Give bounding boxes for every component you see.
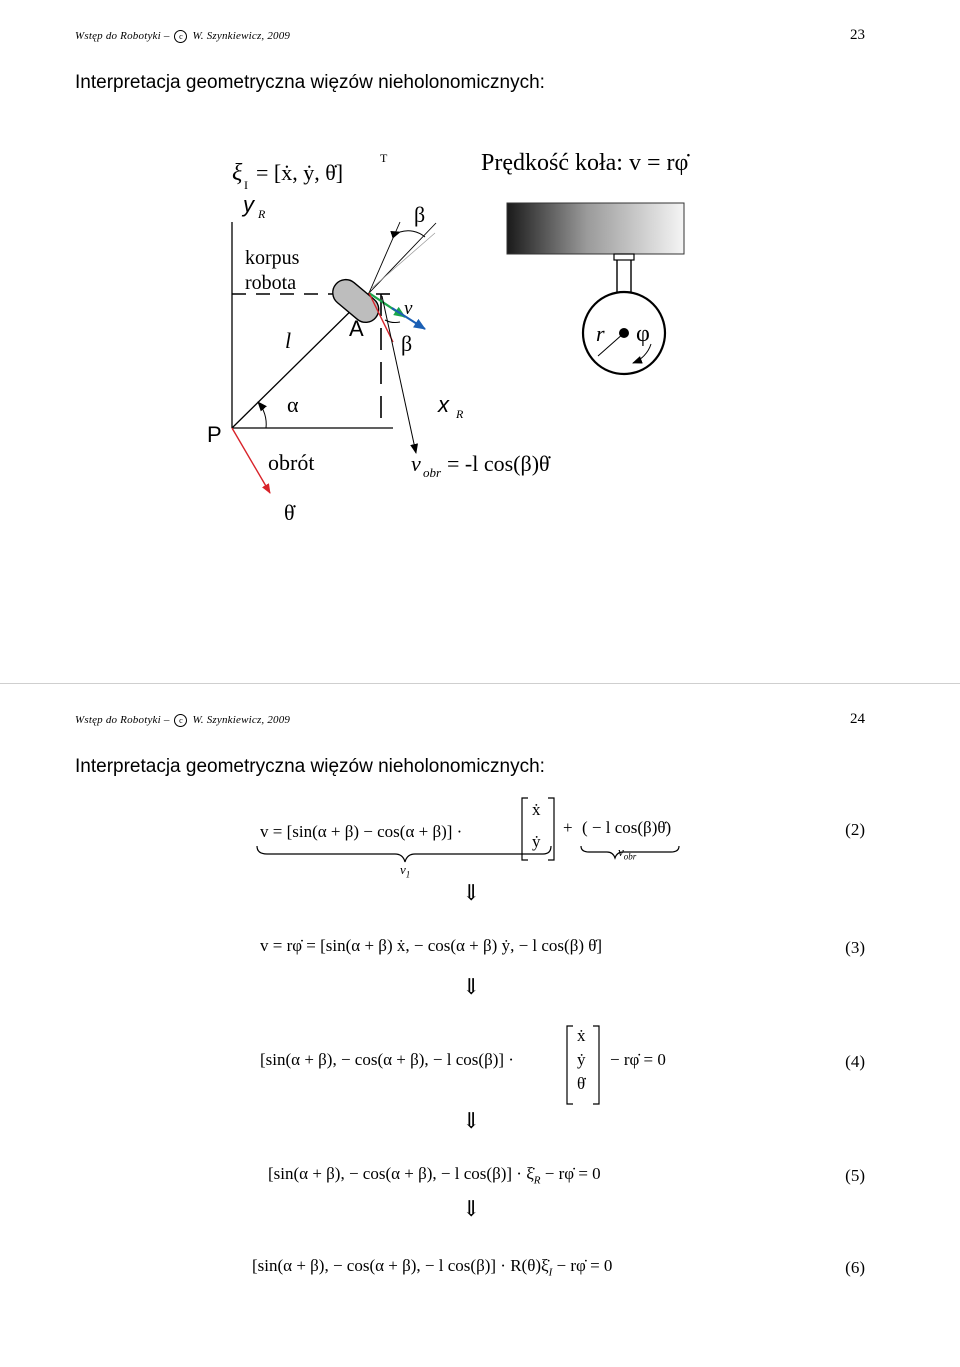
eq4-vec-y: ẏ (577, 1050, 586, 1069)
wheel-mount-bar (507, 203, 684, 254)
r-label: r (596, 321, 605, 346)
beta-top-label: β (414, 202, 426, 227)
state-vector-definition (232, 151, 388, 192)
slide-23 (0, 0, 960, 683)
eq6-number: (6) (845, 1258, 865, 1277)
xi-definition-rhs: = [ẋ, ẏ, θ̇] (256, 160, 344, 185)
eq2-number: (2) (845, 820, 865, 839)
theta-dot-label: θ̇ (284, 500, 295, 525)
eq4-rhs: − rφ̇ = 0 (610, 1050, 666, 1069)
rotation-vector (232, 428, 270, 493)
body-axis-line (369, 222, 400, 293)
eq4-number: (4) (845, 1052, 865, 1071)
robota-label: robota (245, 272, 297, 294)
obrot-label: obrót (268, 450, 315, 475)
header-author-name: W. Szynkiewicz, 2009 (192, 714, 291, 726)
eq2-lhs: v = [sin(α + β) − cos(α + β)] · (260, 822, 463, 841)
korpus-label: korpus (245, 247, 300, 269)
slide-24 (0, 684, 960, 1367)
v-label: v (404, 298, 413, 319)
copyright-icon: c (174, 714, 187, 727)
slide-title: Interpretacja geometryczna więzów nieholonomicznych: (75, 756, 545, 777)
eq2-term: ( − l cos(β)θ̇) (582, 818, 672, 837)
alpha-label: α (287, 392, 299, 417)
eq2-under-v1: $v_1$ (400, 862, 411, 880)
l-label: l (285, 328, 292, 353)
eq2-under-vobr: $v_{obr}$ (618, 844, 637, 862)
yR-label: y (243, 192, 254, 217)
equation-5: [sin(α + β), − cos(α + β), − l $\cos(\beta)] \cdot \xi̇_R$ − rφ̇ = 0 (268, 1164, 601, 1187)
copyright-icon: c (174, 30, 187, 43)
eq4-vec-x: ẋ (577, 1026, 586, 1045)
wheel-axis-line (369, 223, 436, 293)
eq5-number: (5) (845, 1166, 865, 1185)
yR-subscript: R (258, 207, 266, 221)
header-author-text: Wstęp do Robotyki – (75, 30, 170, 42)
page-number: 24 (850, 711, 865, 727)
beta-top-arc (400, 231, 425, 237)
eq2-plus: + (563, 818, 573, 837)
xi-symbol: ξ (232, 160, 243, 186)
axis-guide-line (372, 233, 435, 288)
vobr-equation: = -l cos(β)θ̇ (447, 451, 550, 476)
xi-subscript: I (244, 178, 248, 192)
slide-header (75, 714, 290, 727)
equation-6: [sin(α + β), − cos(α + β), − l $\cos(\beta)] \cdot R(\theta)\xi̇_I$ − rφ̇ = 0 (252, 1256, 613, 1279)
page-number: 23 (850, 27, 865, 43)
alpha-arc (258, 402, 266, 428)
point-P-label: P (207, 422, 222, 447)
eq2-vec-x: ẋ (532, 800, 541, 819)
eq3-number: (3) (845, 938, 865, 957)
robot-kinematics-figure (0, 0, 960, 683)
implies-arrow-3: ⇓ (462, 1108, 481, 1133)
xR-label: x (438, 392, 449, 417)
point-A-label: A (349, 316, 364, 341)
implies-arrow-2: ⇓ (462, 974, 481, 999)
header-author-name: W. Szynkiewicz, 2009 (192, 30, 291, 42)
eq4-vec-theta: θ̇ (577, 1074, 586, 1093)
eq2-vec-y: ẏ (532, 832, 541, 851)
implies-arrow-4: ⇓ (462, 1196, 481, 1221)
transpose-superscript: T (380, 151, 388, 165)
beta-mid-label: β (401, 331, 413, 356)
slide-title: Interpretacja geometryczna więzów nieholonomicznych: (75, 72, 545, 93)
equation-3: v = rφ̇ = [sin(α + β) ẋ, − cos(α + β) ẏ, − l cos(β) θ̇] (260, 936, 603, 955)
eq4-lhs: [sin(α + β), − cos(α + β), − l cos(β)] · (260, 1050, 514, 1069)
vobr-subscript: obr (423, 465, 442, 480)
l-segment (232, 293, 369, 428)
phi-label: φ (636, 321, 650, 347)
xR-subscript: R (456, 407, 464, 421)
vobr-v: v (411, 451, 421, 476)
wheel-speed-label: Prędkość koła: v = rφ̇ (481, 150, 689, 176)
implies-arrow-1: ⇓ (462, 880, 481, 905)
header-author-text: Wstęp do Robotyki – (75, 714, 170, 726)
fork-mount (614, 254, 634, 260)
